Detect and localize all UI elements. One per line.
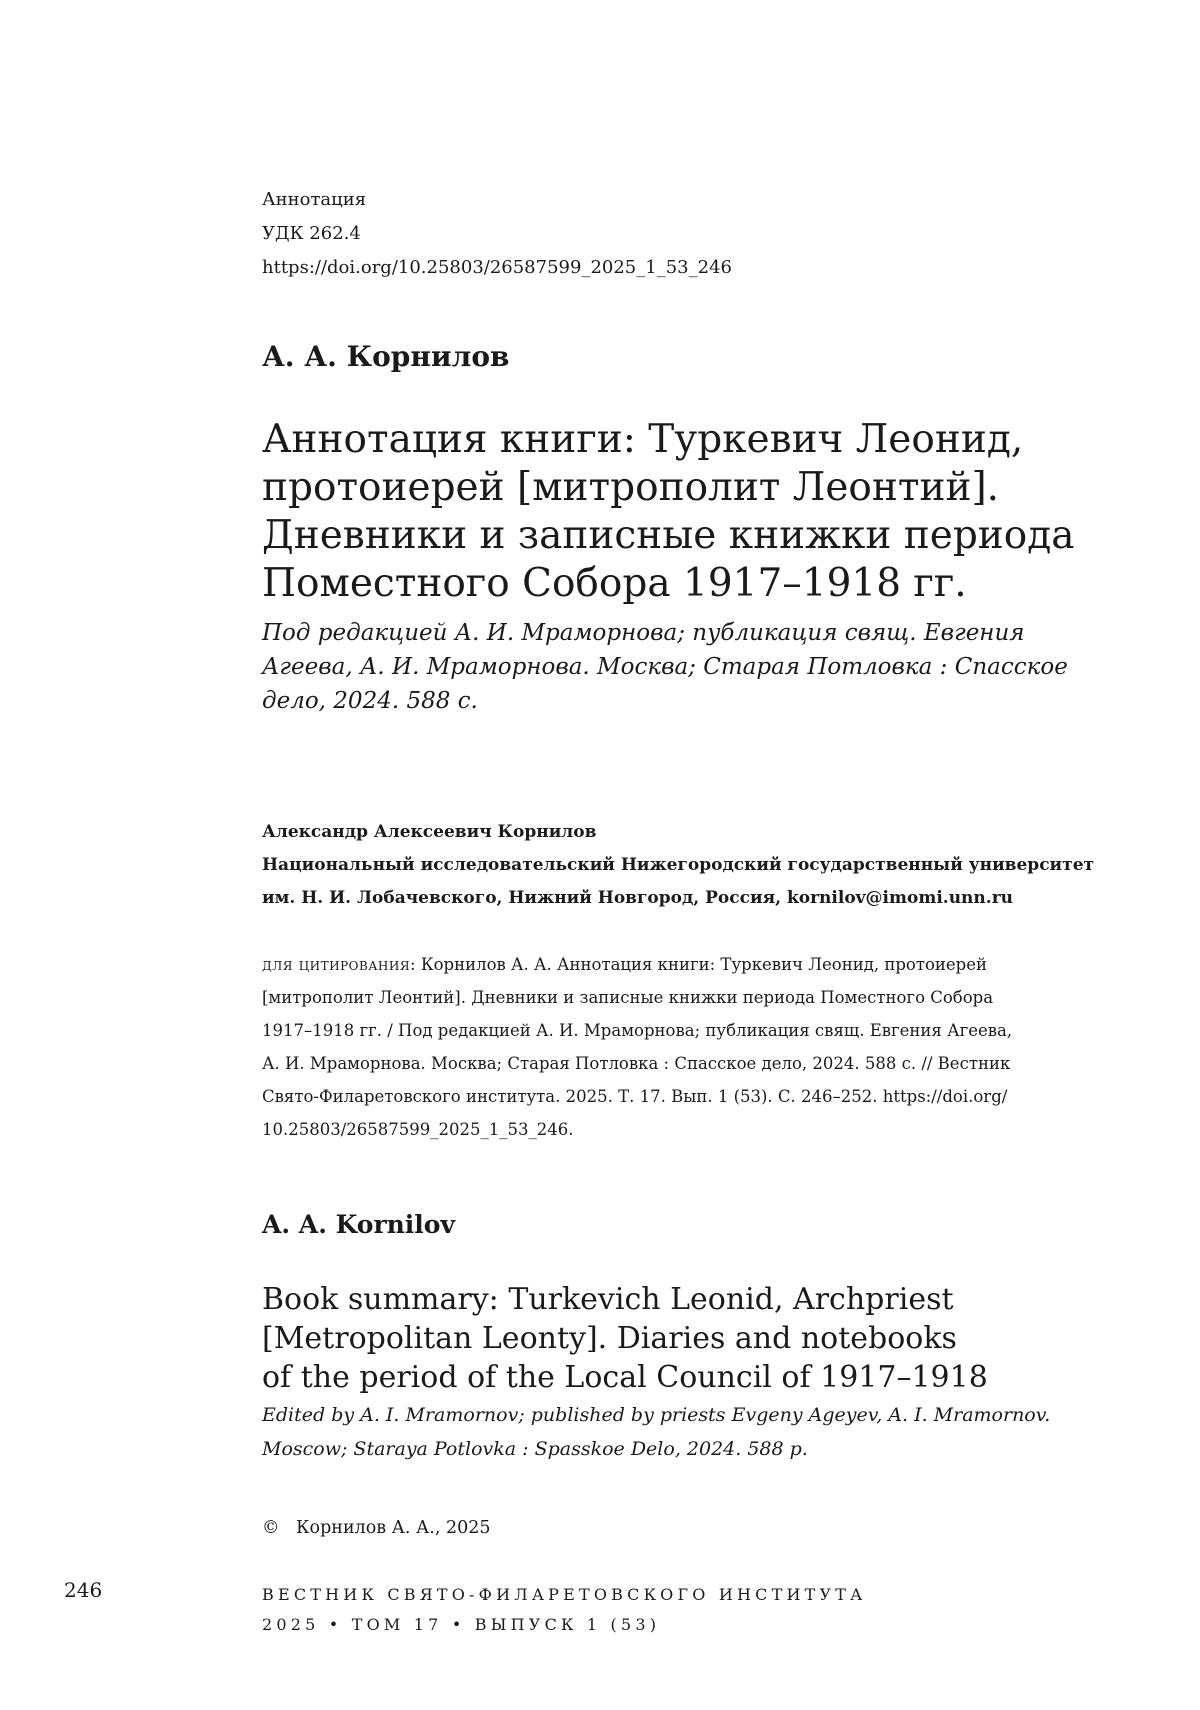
running-footer: [262, 1580, 866, 1640]
subtitle-ru-line: Под редакцией А. И. Мраморнова; публикация свящ. Евгения: [262, 616, 1082, 650]
section-label: Аннотация: [262, 183, 732, 217]
subtitle-en: [262, 1398, 1082, 1466]
copyright-icon: ©: [262, 1518, 296, 1538]
title-ru-line: Аннотация книги: Туркевич Леонид,: [262, 416, 1082, 464]
title-en-line: [Metropolitan Leonty]. Diaries and notebooks: [262, 1319, 1082, 1358]
citation-line: 1917–1918 гг. / Под редакцией А. И. Мраморнова; публикация свящ. Евгения Агеева,: [262, 1014, 1082, 1047]
author-ru: А. А. Корнилов: [262, 340, 509, 373]
citation-block: [262, 948, 1082, 1146]
citation-line: Свято-Филаретовского института. 2025. Т. 17. Вып. 1 (53). С. 246–252. https://doi.org/: [262, 1080, 1082, 1113]
title-ru-line: Дневники и записные книжки периода: [262, 512, 1082, 560]
title-ru: [262, 416, 1082, 608]
page-number: 246: [64, 1578, 102, 1602]
journal-name: ВЕСТНИК СВЯТО-ФИЛАРЕТОВСКОГО ИНСТИТУТА: [262, 1580, 866, 1610]
subtitle-en-line: Moscow; Staraya Potlovka : Spasskoe Delo, 2024. 588 p.: [262, 1432, 1082, 1466]
copyright-text: Корнилов А. А., 2025: [296, 1518, 491, 1538]
citation-line: 10.25803/26587599_2025_1_53_246.: [262, 1113, 1082, 1146]
udc-code: УДК 262.4: [262, 217, 732, 251]
subtitle-ru: [262, 616, 1082, 718]
title-ru-line: Поместного Собора 1917–1918 гг.: [262, 560, 1082, 608]
author-affiliation: [262, 816, 1094, 915]
affiliation-line: Национальный исследовательский Нижегородский государственный университет: [262, 849, 1094, 882]
author-en: A. A. Kornilov: [262, 1210, 455, 1239]
meta-block: [262, 183, 732, 285]
title-ru-line: протоиерей [митрополит Леонтий].: [262, 464, 1082, 512]
issue-info: 2025 • ТОМ 17 • ВЫПУСК 1 (53): [262, 1610, 866, 1640]
subtitle-ru-line: дело, 2024. 588 с.: [262, 684, 1082, 718]
title-en: [262, 1280, 1082, 1397]
citation-line: [262, 948, 1082, 981]
subtitle-ru-line: Агеева, А. И. Мраморнова. Москва; Старая Потловка : Спасское: [262, 650, 1082, 684]
citation-line: А. И. Мраморнова. Москва; Старая Потловка : Спасское дело, 2024. 588 с. // Вестник: [262, 1047, 1082, 1080]
citation-label: для цитирования: [262, 955, 410, 974]
title-en-line: Book summary: Turkevich Leonid, Archpriest: [262, 1280, 1082, 1319]
affiliation-line: им. Н. И. Лобачевского, Нижний Новгород, Россия, kornilov@imomi.unn.ru: [262, 882, 1094, 915]
subtitle-en-line: Edited by A. I. Mramornov; published by priests Evgeny Ageyev, A. I. Mramornov.: [262, 1398, 1082, 1432]
copyright-line: [262, 1518, 491, 1538]
doi-link[interactable]: https://doi.org/10.25803/26587599_2025_1_53_246: [262, 251, 732, 285]
citation-text: : Корнилов А. А. Аннотация книги: Туркевич Леонид, протоиерей: [410, 955, 987, 974]
citation-line: [митрополит Леонтий]. Дневники и записные книжки периода Поместного Собора: [262, 981, 1082, 1014]
author-full-name: Александр Алексеевич Корнилов: [262, 816, 1094, 849]
title-en-line: of the period of the Local Council of 1917–1918: [262, 1358, 1082, 1397]
